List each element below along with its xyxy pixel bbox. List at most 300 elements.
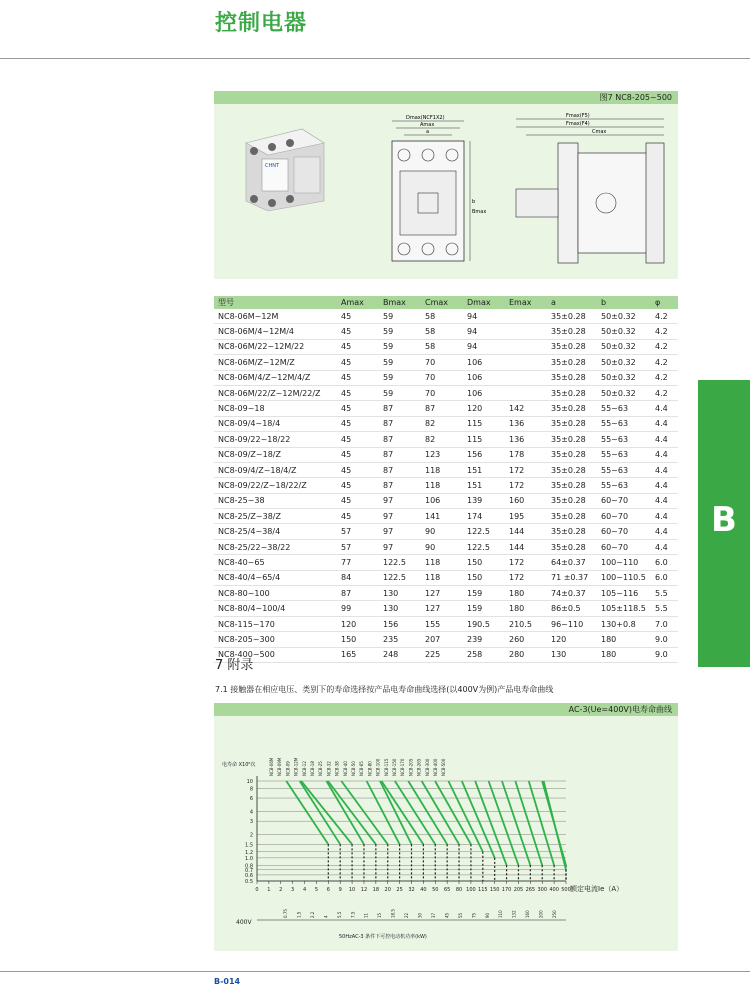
page-title: 控制电器	[215, 11, 308, 36]
table-cell: NC8-09/4~18/4	[214, 416, 337, 431]
table-cell: 5.5	[651, 601, 678, 616]
x-tick-label: 32	[408, 887, 415, 893]
table-cell: 45	[337, 309, 379, 324]
x-axis-label: 额定电流Ie（A）	[570, 885, 624, 893]
table-cell: NC8-205~300	[214, 632, 337, 647]
x-tick-label: 65	[443, 887, 451, 893]
life-curve-chart	[214, 703, 678, 951]
table-cell: 100~110.5	[597, 570, 651, 585]
series-model-label: NC8-38	[334, 761, 340, 776]
table-row	[214, 401, 678, 416]
power-tick-label: 1.5	[296, 911, 302, 918]
col-header-emax: Emax	[505, 296, 547, 309]
x-tick-label: 100	[466, 887, 476, 893]
x-tick-label: 205	[513, 887, 524, 893]
table-cell: 4.4	[651, 401, 678, 416]
table-cell: 225	[421, 647, 463, 662]
table-cell: 87	[379, 462, 421, 477]
table-cell: 130	[379, 601, 421, 616]
x-tick-label: 265	[525, 887, 536, 893]
table-cell: 82	[421, 416, 463, 431]
x-tick-label: 115	[478, 887, 488, 893]
x-tick-label: 2	[279, 887, 283, 893]
table-row	[214, 632, 678, 647]
x-tick-label: 80	[455, 887, 463, 893]
table-row	[214, 616, 678, 631]
dim-amax-label: Amax	[420, 122, 435, 128]
table-cell: 87	[379, 416, 421, 431]
table-cell: 207	[421, 632, 463, 647]
table-cell: 115	[463, 432, 505, 447]
x-tick-label: 4	[302, 887, 307, 893]
series-model-label: NC8-400	[433, 758, 438, 776]
table-cell: 45	[337, 462, 379, 477]
table-cell: 178	[505, 447, 547, 462]
power-tick-label: 5.5	[336, 911, 342, 918]
table-cell: 9.0	[651, 647, 678, 662]
table-cell: 60~70	[597, 493, 651, 508]
power-tick-label: 22	[404, 912, 410, 918]
table-cell: 90	[421, 539, 463, 554]
y-tick-label: 0.8	[245, 863, 253, 870]
table-cell: NC8-06M~12M	[214, 309, 337, 324]
table-cell: 87	[379, 447, 421, 462]
table-cell: 144	[505, 524, 547, 539]
table-row	[214, 647, 678, 662]
table-row	[214, 570, 678, 585]
series-model-label: NC8-115	[383, 758, 389, 776]
table-cell: 94	[463, 324, 505, 339]
table-cell: 4.4	[651, 416, 678, 431]
table-cell: NC8-06M/22~12M/22	[214, 339, 337, 354]
x-tick-label: 300	[537, 887, 548, 893]
table-cell: 35±0.28	[547, 539, 597, 554]
table-cell: 50±0.32	[597, 309, 651, 324]
table-cell: 45	[337, 385, 379, 400]
power-tick-label: 37	[430, 912, 436, 918]
table-cell: 55~63	[597, 401, 651, 416]
table-cell: 165	[337, 647, 379, 662]
y-tick-label: 8	[249, 786, 253, 793]
table-cell: 50±0.32	[597, 355, 651, 370]
power-tick-label: 11	[363, 912, 369, 918]
table-cell: 258	[463, 647, 505, 662]
table-cell	[505, 370, 547, 385]
table-cell: NC8-06M/Z~12M/Z	[214, 355, 337, 370]
table-row	[214, 324, 678, 339]
table-cell: 96~110	[547, 616, 597, 631]
series-model-label: NC8-09M	[277, 757, 283, 776]
table-cell: 123	[421, 447, 463, 462]
table-cell: 172	[505, 462, 547, 477]
table-cell: 6.0	[651, 555, 678, 570]
table-cell: 150	[463, 570, 505, 585]
dim-fmax-f5-label: Fmax(F5)	[566, 113, 590, 119]
table-cell: 94	[463, 339, 505, 354]
table-cell: 4.2	[651, 339, 678, 354]
table-row	[214, 555, 678, 570]
table-cell: 97	[379, 524, 421, 539]
table-cell: 84	[337, 570, 379, 585]
x-tick-label: 150	[489, 887, 500, 893]
y-tick-label: 2	[249, 832, 253, 839]
table-cell: 6.0	[651, 570, 678, 585]
table-cell: NC8-80~100	[214, 586, 337, 601]
x-tick-label: 20	[384, 887, 391, 893]
table-cell: NC8-09/4/Z~18/4/Z	[214, 462, 337, 477]
table-cell: 150	[463, 555, 505, 570]
table-cell: 55~63	[597, 447, 651, 462]
appendix-subtitle: 7.1 接触器在相应电压、类别下的寿命选择按产品电寿命曲线选择(以400V为例)产品电寿命曲线	[215, 685, 554, 694]
table-row	[214, 524, 678, 539]
table-cell: 87	[379, 478, 421, 493]
col-header-a: a	[547, 296, 597, 309]
table-row	[214, 447, 678, 462]
table-cell: 87	[337, 586, 379, 601]
table-cell: 106	[463, 385, 505, 400]
table-cell: 160	[505, 493, 547, 508]
table-cell: 139	[463, 493, 505, 508]
x-tick-label: 1	[267, 887, 271, 893]
table-cell: 87	[379, 401, 421, 416]
x-tick-label: 3	[291, 887, 295, 893]
table-row	[214, 309, 678, 324]
y-tick-label: 3	[249, 819, 253, 826]
table-cell: 172	[505, 555, 547, 570]
table-cell: NC8-25/Z~38/Z	[214, 509, 337, 524]
power-tick-label: 200	[538, 910, 544, 918]
svg-text:CHNT: CHNT	[265, 163, 280, 169]
life-curve-line	[544, 781, 566, 870]
col-header-model: 型号	[214, 296, 337, 309]
table-cell: 122.5	[463, 524, 505, 539]
table-cell: 70	[421, 385, 463, 400]
series-model-label: NC8-205	[408, 758, 414, 776]
table-cell: 55~63	[597, 478, 651, 493]
table-cell: 35±0.28	[547, 462, 597, 477]
section-letter: B	[711, 500, 737, 540]
col-header-phi: φ	[651, 296, 678, 309]
power-tick-label: 18.5	[390, 909, 396, 918]
table-cell: 130	[547, 647, 597, 662]
table-cell: 141	[421, 509, 463, 524]
table-cell: 155	[421, 616, 463, 631]
x-tick-label: 50	[432, 887, 439, 893]
side-view-drawing	[496, 113, 672, 273]
table-cell: 35±0.28	[547, 524, 597, 539]
table-cell: 59	[379, 355, 421, 370]
table-cell: 150	[337, 632, 379, 647]
table-cell: 118	[421, 555, 463, 570]
table-cell: 4.4	[651, 462, 678, 477]
table-cell: 127	[421, 601, 463, 616]
table-cell: 60~70	[597, 509, 651, 524]
table-cell: 97	[379, 509, 421, 524]
table-cell: 64±0.37	[547, 555, 597, 570]
y-tick-label: 1.0	[245, 855, 253, 862]
table-cell: 70	[421, 370, 463, 385]
power-tick-label: 90	[484, 912, 490, 918]
table-cell: 58	[421, 324, 463, 339]
series-model-label: NC8-100	[375, 758, 381, 776]
table-cell: 180	[505, 601, 547, 616]
table-cell: 127	[421, 586, 463, 601]
series-model-label: NC8-06M	[269, 757, 274, 776]
series-model-label: NC8-300	[424, 758, 430, 776]
table-cell: NC8-25/22~38/22	[214, 539, 337, 554]
dimension-figure	[214, 91, 678, 279]
table-cell: 45	[337, 416, 379, 431]
table-cell: 115	[463, 416, 505, 431]
y-tick-label: 0.7	[245, 867, 253, 874]
table-cell: 35±0.28	[547, 478, 597, 493]
table-cell: NC8-40/4~65/4	[214, 570, 337, 585]
table-row	[214, 462, 678, 477]
dim-fmax-f4-label: Fmax(F4)	[566, 121, 590, 127]
table-row	[214, 432, 678, 447]
series-model-label: NC8-09	[285, 761, 291, 776]
x-tick-label: 170	[501, 887, 512, 893]
x-tick-label: 500	[561, 887, 571, 893]
table-row	[214, 509, 678, 524]
life-curve-line	[515, 781, 542, 865]
table-cell: 35±0.28	[547, 355, 597, 370]
table-cell: 156	[379, 616, 421, 631]
table-cell: 4.4	[651, 493, 678, 508]
table-row	[214, 586, 678, 601]
table-cell: 45	[337, 324, 379, 339]
table-row	[214, 478, 678, 493]
table-row	[214, 601, 678, 616]
table-cell: 59	[379, 370, 421, 385]
table-cell: NC8-400~500	[214, 647, 337, 662]
table-cell: NC8-115~170	[214, 616, 337, 631]
appendix-title: 7 附录	[215, 658, 254, 673]
table-cell: 50±0.32	[597, 370, 651, 385]
table-cell: 4.2	[651, 385, 678, 400]
series-model-label: NC8-50	[351, 761, 356, 776]
table-cell: 45	[337, 432, 379, 447]
table-cell: 4.2	[651, 309, 678, 324]
table-cell: 70	[421, 355, 463, 370]
table-cell: NC8-25/4~38/4	[214, 524, 337, 539]
life-curve-svg	[214, 716, 678, 951]
table-cell: 106	[463, 355, 505, 370]
table-header-row	[214, 296, 678, 309]
table-cell: 151	[463, 462, 505, 477]
col-header-cmax: Cmax	[421, 296, 463, 309]
table-cell: NC8-09/22~18/22	[214, 432, 337, 447]
table-cell: 118	[421, 570, 463, 585]
front-view-drawing	[374, 113, 487, 273]
figure-caption: 图7 NC8-205~500	[599, 93, 672, 102]
table-cell: 82	[421, 432, 463, 447]
dim-cmax-label: Cmax	[592, 129, 607, 135]
x-tick-label: 5	[314, 887, 319, 893]
table-cell: 59	[379, 309, 421, 324]
life-curve-line	[529, 781, 554, 865]
table-cell: 59	[379, 385, 421, 400]
series-model-label: NC8-40	[342, 761, 348, 776]
power-tick-label: 55	[457, 912, 463, 918]
table-cell: 159	[463, 601, 505, 616]
x-tick-label: 400	[549, 887, 559, 893]
table-cell: 35±0.28	[547, 401, 597, 416]
table-cell	[505, 355, 547, 370]
table-cell: 87	[421, 401, 463, 416]
series-model-label: NC8-32	[326, 761, 332, 776]
table-cell: 106	[463, 370, 505, 385]
x-tick-label: 25	[396, 887, 403, 893]
table-cell: 4.2	[651, 324, 678, 339]
page-number: B-014	[214, 977, 241, 986]
table-cell	[505, 339, 547, 354]
table-cell: 174	[463, 509, 505, 524]
table-cell: 99	[337, 601, 379, 616]
table-cell: 235	[379, 632, 421, 647]
table-cell: 130+0.8	[597, 616, 651, 631]
table-cell: 156	[463, 447, 505, 462]
table-cell: 35±0.28	[547, 447, 597, 462]
table-cell: 45	[337, 355, 379, 370]
table-cell: 35±0.28	[547, 324, 597, 339]
table-cell: 4.4	[651, 432, 678, 447]
power-footnote: 50HzAC-3 条件下可控电动机功率(kW)	[339, 934, 427, 940]
table-row	[214, 385, 678, 400]
x-tick-label: 18	[372, 887, 380, 893]
bottom-divider	[0, 971, 750, 972]
series-model-label: NC8-18	[310, 761, 315, 776]
table-row	[214, 355, 678, 370]
x-tick-label: 9	[338, 887, 342, 893]
table-cell: NC8-06M/22/Z~12M/22/Z	[214, 385, 337, 400]
y-tick-label: 0.5	[245, 879, 253, 885]
dim-b-label: b	[472, 199, 476, 205]
table-cell: 122.5	[463, 539, 505, 554]
table-cell: 4.4	[651, 509, 678, 524]
table-cell: 35±0.28	[547, 432, 597, 447]
power-tick-label: 45	[444, 912, 450, 918]
table-cell: 35±0.28	[547, 509, 597, 524]
table-cell: 106	[421, 493, 463, 508]
table-cell: 77	[337, 555, 379, 570]
table-cell: 120	[337, 616, 379, 631]
table-cell: 35±0.28	[547, 339, 597, 354]
table-cell: 57	[337, 539, 379, 554]
table-cell: 50±0.32	[597, 339, 651, 354]
x-tick-label: 40	[420, 887, 427, 893]
table-cell: 248	[379, 647, 421, 662]
table-cell: NC8-09/Z~18/Z	[214, 447, 337, 462]
x-tick-label: 0	[255, 887, 259, 893]
table-cell: 180	[597, 632, 651, 647]
table-cell: 45	[337, 370, 379, 385]
table-cell: 151	[463, 478, 505, 493]
y-axis-label: 电寿命 X10⁶次	[222, 762, 256, 768]
x-tick-label: 6	[326, 887, 330, 893]
chart-header-bar	[214, 703, 678, 716]
table-cell: 239	[463, 632, 505, 647]
table-cell: 5.5	[651, 586, 678, 601]
table-cell: NC8-06M/4/Z~12M/4/Z	[214, 370, 337, 385]
dimension-table	[214, 296, 678, 663]
table-cell: 35±0.28	[547, 370, 597, 385]
table-cell: 105±118.5	[597, 601, 651, 616]
table-cell: 45	[337, 493, 379, 508]
table-cell: 118	[421, 478, 463, 493]
table-cell: 4.2	[651, 370, 678, 385]
table-cell: 50±0.32	[597, 324, 651, 339]
table-cell: 100~110	[597, 555, 651, 570]
table-cell: 59	[379, 339, 421, 354]
table-row	[214, 539, 678, 554]
table-cell: 55~63	[597, 462, 651, 477]
col-header-dmax: Dmax	[463, 296, 505, 309]
table-cell: 120	[547, 632, 597, 647]
power-tick-label: 7.5	[350, 911, 356, 918]
power-tick-label: 15	[377, 912, 383, 918]
life-curve-line	[502, 781, 530, 865]
series-model-label: NC8-150	[392, 758, 397, 776]
table-cell: NC8-40~65	[214, 555, 337, 570]
table-cell: 60~70	[597, 524, 651, 539]
table-cell: 105~116	[597, 586, 651, 601]
table-cell: 86±0.5	[547, 601, 597, 616]
table-cell: 58	[421, 339, 463, 354]
y-tick-label: 10	[246, 779, 253, 785]
table-cell: 35±0.28	[547, 416, 597, 431]
table-cell: 74±0.37	[547, 586, 597, 601]
table-cell: 4.4	[651, 447, 678, 462]
table-cell: 260	[505, 632, 547, 647]
table-cell: 9.0	[651, 632, 678, 647]
table-cell	[505, 385, 547, 400]
y-tick-label: 4	[249, 809, 253, 816]
series-model-label: NC8-80	[367, 761, 373, 776]
table-cell: 97	[379, 539, 421, 554]
table-cell: 130	[379, 586, 421, 601]
table-cell: 172	[505, 478, 547, 493]
table-cell: 122.5	[379, 570, 421, 585]
x-tick-label: 10	[348, 887, 356, 893]
table-cell	[505, 324, 547, 339]
table-row	[214, 339, 678, 354]
table-cell: 50±0.32	[597, 385, 651, 400]
contactor-photo	[232, 121, 332, 213]
table-cell: 57	[337, 524, 379, 539]
table-cell: NC8-25~38	[214, 493, 337, 508]
chart-title: AC-3(Ue=400V)电寿命曲线	[568, 705, 672, 714]
table-cell: 87	[379, 432, 421, 447]
series-model-label: NC8-12	[301, 761, 307, 776]
series-model-label: NC8-25	[318, 761, 324, 776]
table-cell: NC8-06M/4~12M/4	[214, 324, 337, 339]
power-tick-label: 0.75	[283, 909, 288, 918]
power-tick-label: 2.2	[309, 911, 315, 918]
col-header-amax: Amax	[337, 296, 379, 309]
table-cell: 60~70	[597, 539, 651, 554]
table-cell: 280	[505, 647, 547, 662]
table-cell	[505, 309, 547, 324]
table-cell: 45	[337, 339, 379, 354]
table-cell: 4.4	[651, 524, 678, 539]
table-row	[214, 370, 678, 385]
table-cell: 4.4	[651, 539, 678, 554]
dim-bmax-label: Bmax	[472, 209, 487, 215]
table-cell: 172	[505, 570, 547, 585]
table-cell: 35±0.28	[547, 385, 597, 400]
y-tick-label: 1.5	[245, 842, 253, 849]
